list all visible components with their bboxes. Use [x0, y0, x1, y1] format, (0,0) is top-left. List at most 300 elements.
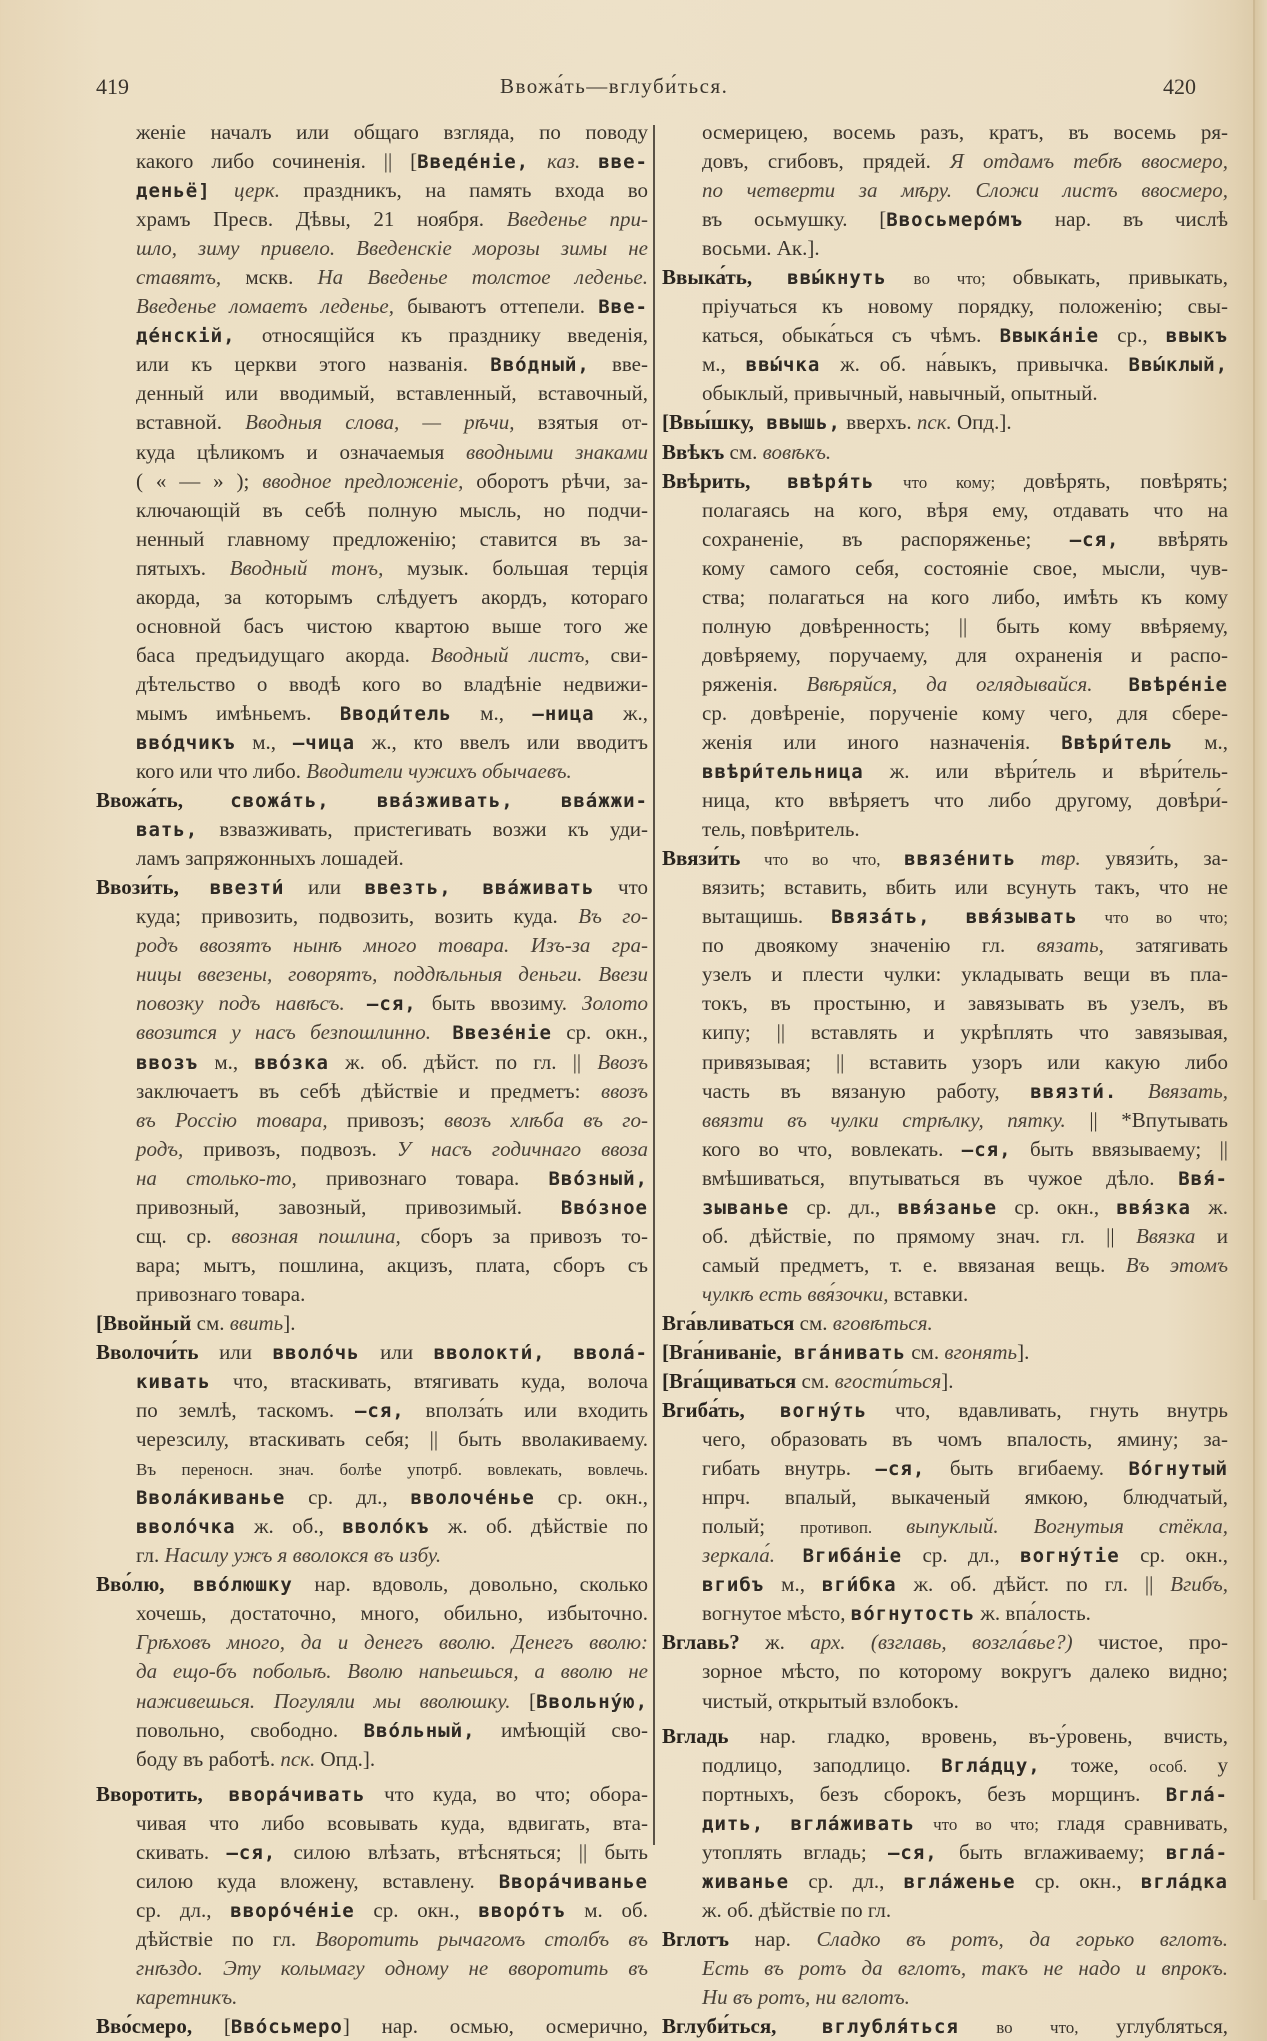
entry-text-line [662, 1106, 1228, 1135]
bold-term: ввя́зка [1116, 1196, 1191, 1219]
definition-text: ср. окн., [1119, 1543, 1228, 1568]
italic-example: Ни въ ротъ, ни вглотъ. [702, 1985, 910, 2009]
bold-term: Ввѣри́тель [1061, 731, 1174, 754]
italic-example: церк. [210, 178, 304, 203]
entry-text-line [96, 379, 648, 408]
italic-example: твр. [1016, 846, 1106, 871]
italic-example: Въ этомъ [1125, 1252, 1228, 1277]
definition-text: довѣрять, повѣрять; [1023, 468, 1228, 493]
definition-text: кому самого себя, состояніе свое, мысли, чув- [702, 555, 1228, 580]
entry-text-line [96, 1483, 648, 1512]
page-header [0, 74, 1267, 104]
italic-example: Въ го- [578, 904, 648, 929]
definition-text: нар. въ числѣ [1023, 207, 1228, 232]
entry-text-line [662, 1751, 1228, 1780]
definition-text: во что, [958, 2018, 1116, 2038]
definition-text: что во что; [914, 1814, 1058, 1834]
entry-text-line [96, 438, 648, 467]
definition-text: полагаясь на кого, вѣря ему, отдавать что на [702, 497, 1228, 522]
italic-example: Вводный тонъ, [229, 555, 384, 580]
bold-term: Введе́ніе, [417, 151, 530, 174]
italic-example: Вводныя слова, — рѣчи, [245, 410, 515, 435]
entry-text-line [96, 1222, 648, 1251]
definition-text: вверхъ. [841, 410, 917, 435]
italic-example: Насилу ужъ я вволокся въ избу. [164, 1543, 442, 1568]
entry-text-line [96, 1599, 648, 1628]
bold-term: во́гнутость [850, 1603, 976, 1626]
definition-text: ]. [283, 1310, 296, 1335]
bold-term: вволо́чь [272, 1341, 360, 1364]
entry-text-line [96, 321, 648, 350]
definition-text: довѣряему, поручаему, для охраненія и распо- [702, 642, 1228, 667]
bold-term: Вво́зное [560, 1196, 648, 1219]
italic-example: чулкѣ есть ввя́зочки, [702, 1281, 889, 1306]
bold-term: вво́дчикъ [136, 731, 236, 754]
definition-text: осмерицею, восемь разъ, кратъ, въ восемь ря- [702, 120, 1228, 144]
italic-example: Ввязка [1135, 1223, 1196, 1248]
entry-text-line [96, 147, 648, 176]
bold-term: вогну́тіе [1020, 1545, 1120, 1568]
column-divider [653, 125, 655, 1845]
page-edge-line [1253, 0, 1255, 1900]
entry-text-line [662, 496, 1228, 525]
headword: Вгиба́ть, [662, 1398, 745, 1423]
entry-text-line [96, 612, 648, 641]
definition-text: полый; [702, 1514, 801, 1539]
entry-text-line [96, 496, 648, 525]
italic-example: Ввѣряйся, да оглядывайся. [806, 671, 1093, 696]
bold-term: вать, [136, 819, 199, 842]
definition-text: см. [796, 1369, 835, 1394]
definition-text: или къ церкви этого названія. [136, 352, 491, 377]
bold-term: Вгла́дцу, [941, 1754, 1041, 1777]
definition-text: ср., [1099, 323, 1166, 348]
entry-text-line [662, 147, 1228, 176]
bold-term: Вво́зный, [548, 1167, 648, 1190]
headword: [Вга́ниваніе, [662, 1339, 782, 1364]
definition-text: ср. дл., [789, 1868, 904, 1893]
entry-text-line [662, 1983, 1228, 2012]
definition-text: вве- [589, 352, 648, 377]
italic-example: ввозъ [601, 1078, 648, 1103]
bold-term: ввѣря́ть [750, 470, 875, 493]
definition-text: сохраненіе, въ распоряженье; [702, 526, 1070, 551]
definition-text: чистое, про- [1072, 1630, 1228, 1655]
definition-text: особ. [1149, 1756, 1188, 1776]
headword: Вво́лю, [96, 1572, 165, 1597]
entry-text-line [96, 1135, 648, 1164]
entry-text-line [96, 1425, 648, 1454]
definition-text: полную довѣренность; || быть кому ввѣряему, [702, 613, 1228, 638]
entry-text-line [662, 292, 1228, 321]
definition-text: сборъ за привозъ то- [400, 1223, 648, 1248]
entry-text-line [662, 1512, 1228, 1541]
entry-text-line [662, 554, 1228, 583]
definition-text: привозъ, подвозъ. [183, 1136, 397, 1161]
definition-text: ср. довѣреніе, порученіе кому чего, для сбере- [702, 700, 1228, 725]
definition-text: подлицо, заподлицо. [702, 1752, 942, 1777]
definition-text: часть въ вязаную работу, [702, 1078, 1031, 1103]
definition-text: м., [198, 1049, 255, 1074]
entry-text-line [96, 525, 648, 554]
entry-text-line [662, 960, 1228, 989]
entry-text-line [96, 176, 648, 205]
definition-text: вытащишь. [702, 904, 832, 929]
entry-text-line [96, 554, 648, 583]
entry-text-line [662, 1838, 1228, 1867]
definition-text: утоплять вгладь; [702, 1839, 888, 1864]
entry-text-line [662, 176, 1228, 205]
bold-term: Ввы́клый, [1128, 354, 1228, 377]
definition-text: токъ, въ простыню, и завязывать въ узелъ, въ [702, 991, 1228, 1016]
entry-text-line [662, 815, 1228, 844]
entry-text-line [96, 1838, 648, 1867]
italic-example: пск. [280, 1746, 316, 1771]
bold-term: ввязти́. [1030, 1080, 1118, 1103]
definition-text: быть вгибаему. [925, 1456, 1129, 1481]
bold-term: Ввяза́ть, ввя́зывать [831, 906, 1078, 929]
bold-term: Вво́льный, [363, 1719, 476, 1742]
entry-headword-line [662, 1309, 1228, 1338]
entry-headword-line [662, 1628, 1228, 1657]
definition-text: быть ввозиму. [416, 991, 583, 1016]
definition-text: нар. гладко, вровень, въ-у́ровень, вчисть, [728, 1723, 1228, 1748]
definition-text: что [594, 875, 648, 900]
italic-example: Я отдамъ тебѣ ввосмеро, [950, 149, 1228, 174]
definition-text: м., [1173, 729, 1228, 754]
definition-text: обыклый, привычный, навычный, опытный. [702, 381, 1098, 406]
definition-text: чивая что либо всовывать куда, вдвигать, вта- [136, 1810, 648, 1835]
bold-term: Вво́сьмеро [230, 2016, 343, 2039]
definition-text: вмѣшиваться, впутываться въ чужое дѣло. [702, 1165, 1179, 1190]
entry-text-line [96, 1657, 648, 1686]
entry-text-line [662, 1425, 1228, 1454]
definition-text: вставки. [888, 1281, 969, 1306]
definition-text: м., [235, 729, 293, 754]
entry-text-line [662, 757, 1228, 786]
definition-text: что во что, [740, 850, 905, 870]
entry-headword-line [662, 1722, 1228, 1751]
definition-text: пріучаться къ новому порядку, положенію; свы- [702, 294, 1228, 319]
entry-text-line [662, 786, 1228, 815]
page-number-left: 419 [96, 74, 129, 99]
italic-example: вводное предложеніе, [262, 468, 464, 493]
italic-example: пск. [916, 410, 952, 435]
definition-text: баса предъидущаго акорда. [136, 642, 431, 667]
definition-text: тель, повѣритель. [702, 817, 860, 842]
entry-headword-line [662, 1338, 1228, 1367]
italic-example: наживешься. Погуляли мы вволюшку. [136, 1688, 511, 1713]
headword: Вглуби́ться, [662, 2014, 777, 2039]
entry-headword-line [96, 786, 648, 815]
definition-text: имѣющій сво- [475, 1717, 648, 1742]
entry-text-line [662, 1896, 1228, 1925]
entry-headword-line [96, 1309, 648, 1338]
definition-text: кипу; || вставлять и укрѣплять что завязывая, [702, 1020, 1228, 1045]
entry-text-line [662, 699, 1228, 728]
headword: Вглавь? [662, 1630, 740, 1655]
bold-term: ввозъ [136, 1051, 199, 1074]
definition-text: зорное мѣсто, по которому вокругъ далеко видно; [702, 1659, 1228, 1684]
entry-text-line [96, 989, 648, 1018]
entry-text-line [662, 873, 1228, 902]
entry-headword-line [96, 1570, 648, 1599]
definition-text: кого или что либо. [136, 759, 307, 784]
definition-text: вполза́ть или входить [404, 1398, 648, 1423]
definition-text: гибать внутрь. [702, 1456, 876, 1481]
definition-text: вара; мытъ, пошлина, акцизъ, плата, сборъ съ [136, 1252, 648, 1277]
bold-term: —ся, [344, 993, 417, 1016]
entry-text-line [96, 1048, 648, 1077]
bold-term: Ввѣре́ніе [1092, 673, 1228, 696]
italic-example: ввязти въ чулки стрѣлку, пятку. [702, 1107, 1066, 1132]
definition-text: нар. [729, 1926, 817, 1951]
entry-text-line [96, 350, 648, 379]
entry-text-line [662, 321, 1228, 350]
bold-term: свожа́ть, вва́зживать, вва́жжи- [183, 790, 648, 813]
italic-example: каз. [529, 149, 599, 174]
definition-text: дѣтельство о вводѣ кого во владѣніе недвижи- [136, 671, 648, 696]
italic-example: Золото [582, 991, 648, 1016]
italic-example: ввозная пошлина, [231, 1223, 401, 1248]
entry-text-line [96, 1809, 648, 1838]
entry-headword-line [96, 1780, 648, 1809]
bold-term: —ница [532, 702, 595, 725]
definition-text: акорда, за которымъ слѣдуетъ акордъ, котораго [136, 584, 648, 609]
definition-text: гл. [136, 1543, 165, 1568]
definition-text: [ [192, 2014, 231, 2039]
definition-text: силою куда вложену, вставлену. [136, 1868, 499, 1893]
bold-term: Ввольну́ю, [536, 1690, 648, 1713]
entry-text-line [662, 379, 1228, 408]
entry-text-line [662, 1687, 1228, 1716]
italic-example: арх. (взглавь, возгла́вье?) [810, 1630, 1073, 1655]
italic-example: вгости́ться [834, 1369, 942, 1394]
entry-text-line [96, 1512, 648, 1541]
entry-headword-line [662, 1396, 1228, 1425]
entry-text-line [96, 1077, 648, 1106]
entry-text-line [96, 960, 648, 989]
bold-term: вворо́че́ніе [230, 1899, 355, 1922]
entry-headword-line [662, 263, 1228, 292]
headword: Ввязи́ть [662, 846, 741, 871]
bold-term: ввышь, [753, 412, 841, 435]
definition-text: привознаго товара. [296, 1165, 549, 1190]
bold-term: Ввора́чиванье [498, 1870, 648, 1893]
definition-text: или [359, 1339, 434, 1364]
definition-text: нпрч. впалый, выкаченый ямкою, блюдчатый, [702, 1485, 1228, 1510]
definition-text: ства; полагаться на кого либо, имѣть къ кому [702, 584, 1228, 609]
definition-text: ж. об. дѣйствіе по гл. [702, 1897, 892, 1922]
entry-text-line [96, 467, 648, 496]
definition-text: привязывая; || вставить узоръ или какую либо [702, 1049, 1228, 1074]
definition-text: чистый, открытый взлобокъ. [702, 1688, 959, 1713]
bold-term: Во́гнутый [1128, 1458, 1228, 1481]
running-title: Ввожа́ть—вглуби́ться. [500, 74, 729, 98]
bold-term: —ся, [961, 1138, 1012, 1161]
entry-text-line [96, 670, 648, 699]
entry-text-line [662, 525, 1228, 554]
bold-term: вволокти́, ввола́- [433, 1341, 648, 1364]
definition-text: у [1187, 1752, 1228, 1777]
definition-text: денный или вводимый, вставленный, вставочный, [136, 381, 648, 406]
entry-text-line [96, 1396, 648, 1425]
entry-text-line [96, 1896, 648, 1925]
entry-text-line [662, 118, 1228, 147]
entry-text-line [662, 1454, 1228, 1483]
entry-text-line [662, 1135, 1228, 1164]
entry-text-line [96, 1164, 648, 1193]
definition-text: дѣйствіе по гл. [136, 1926, 316, 1951]
bold-term: Вгиба́ніе [774, 1545, 903, 1568]
entry-text-line [662, 1570, 1228, 1599]
entry-text-line [662, 1193, 1228, 1222]
headword: Ввожа́ть, [96, 788, 184, 813]
definition-text: или [198, 1339, 273, 1364]
definition-text: Опд.]. [951, 410, 1012, 435]
entry-text-line [662, 1954, 1228, 1983]
italic-example: Введенье ломаетъ леденье, [136, 294, 394, 319]
definition-text: силою влѣзать, втѣсняться; || быть [276, 1839, 648, 1864]
headword: Ввыка́ть, [662, 265, 753, 290]
entry-text-line [662, 1018, 1228, 1047]
bold-term: вворо́тъ [478, 1899, 566, 1922]
italic-example: Введенье при- [506, 207, 648, 232]
definition-text: м., [764, 1572, 822, 1597]
entry-text-line [662, 1048, 1228, 1077]
definition-text: сви- [589, 642, 648, 667]
entry-text-line [96, 1925, 648, 1954]
italic-example: У насъ годичнаго ввоза [396, 1136, 648, 1161]
definition-text: тоже, [1040, 1752, 1150, 1777]
italic-example: ввозится у насъ безпошлинно. [136, 1020, 431, 1045]
entry-text-line [96, 1106, 648, 1135]
entry-text-line [662, 234, 1228, 263]
bold-term: ввы́кнуть [752, 267, 887, 290]
definition-text: узелъ и плести чулки: укладывать вещи въ пла- [702, 962, 1228, 987]
entry-text-line [96, 408, 648, 437]
definition-text: что кому; [874, 472, 1024, 492]
entry-text-line [96, 234, 648, 263]
italic-example: каретникъ. [136, 1985, 238, 2009]
definition-text: Опд.]. [315, 1746, 376, 1771]
entry-text-line [662, 1222, 1228, 1251]
entry-text-line [662, 1483, 1228, 1512]
definition-text: [ [510, 1688, 537, 1713]
italic-example: шло, зиму привело. Введенскіе морозы зимы не [136, 236, 648, 261]
definition-text: храмъ Пресв. Дѣвы, 21 ноября. [136, 207, 507, 232]
page-edge [1255, 0, 1267, 1900]
headword: [Ввы́шку, [662, 410, 754, 435]
bold-term: Ввола́киванье [136, 1487, 286, 1510]
bold-term: ввы́чка [745, 354, 821, 377]
definition-text: см. [191, 1310, 230, 1335]
definition-text: ж. об. дѣйствіе по [429, 1514, 648, 1539]
definition-text: ж. об., [235, 1514, 343, 1539]
bold-term: ввязе́нить [904, 848, 1017, 871]
entry-text-line [662, 1867, 1228, 1896]
definition-text: самый предметъ, т. е. ввязаная вещь. [702, 1252, 1126, 1277]
definition-text: черезсилу, втаскивать себя; || быть вволакиваему. [136, 1427, 648, 1452]
bold-term: кивать [136, 1371, 211, 1394]
italic-example: Грѣховъ много, да и денегъ вволю. Денегъ вволю: [136, 1630, 648, 1655]
entry-text-line [96, 1954, 648, 1983]
entry-text-line [662, 612, 1228, 641]
italic-example: зеркала́. [702, 1543, 775, 1568]
definition-text: ср. окн., [997, 1194, 1117, 1219]
headword: Вга́вливаться [662, 1310, 795, 1335]
definition-text: какого либо сочиненія. || [ [136, 149, 418, 174]
definition-text: что, вдавливать, гнуть внутрь [867, 1398, 1228, 1423]
definition-text: куда; привозить, подвозить, возить куда. [136, 904, 579, 929]
entry-headword-line [662, 467, 1228, 496]
definition-text: взятыя от- [514, 410, 648, 435]
definition-text: м., [451, 700, 533, 725]
headword: Вворотить, [96, 1781, 203, 1806]
entry-text-line [96, 583, 648, 612]
definition-text: ]. [941, 1369, 954, 1394]
definition-text: ж., кто ввелъ или вводитъ [355, 729, 648, 754]
bold-term: вглубля́ться [776, 2016, 959, 2039]
definition-text: куда цѣликомъ и означаемыя [136, 439, 467, 464]
bold-term: Ввыка́ніе [999, 325, 1100, 348]
italic-example: въ Россію товара, [136, 1107, 328, 1132]
entry-text-line [96, 1541, 648, 1570]
definition-text: каться, обыка́ться съ чѣмъ. [702, 323, 1000, 348]
definition-text: ж. об. дѣйст. по гл. || [896, 1572, 1171, 1597]
italic-example: На Введенье толстое леденье. [317, 265, 648, 290]
entry-headword-line [662, 1925, 1228, 1954]
italic-example: родъ, [136, 1136, 184, 1161]
italic-example: да ещо-бъ побольѣ. Вволю напьешься, а вволю не [136, 1659, 648, 1684]
entry-text-line [96, 1867, 648, 1896]
italic-example: вводными знаками [466, 439, 648, 464]
bold-term: —чица [292, 731, 356, 754]
definition-text: женіе началъ или общаго взгляда, по поводу [136, 120, 648, 144]
definition-text: вставной. [136, 410, 246, 435]
bold-term: —ся, [875, 1458, 926, 1481]
entry-text-line [96, 902, 648, 931]
entry-text-line [662, 1251, 1228, 1280]
definition-text: ряженія. [702, 671, 807, 696]
entry-text-line [96, 844, 648, 873]
definition-text: привознаго товара. [136, 1281, 306, 1306]
definition-text: гладя сравнивать, [1057, 1810, 1228, 1835]
italic-example: ввозъ хлѣба въ го- [444, 1107, 648, 1132]
entry-text-line [96, 1716, 648, 1745]
italic-example: Ввязать, [1117, 1078, 1228, 1103]
entry-text-line [662, 931, 1228, 960]
italic-example: по четверти за мѣру. Сложи листъ ввосмеро, [702, 178, 1228, 203]
definition-text: Въ переносн. знач. болѣе употрб. вовлекать, вовлечь. [136, 1460, 648, 1480]
definition-text: об. дѣйствіе, по прямому знач. гл. || [702, 1223, 1136, 1248]
definition-text: портныхъ, безъ сборокъ, безъ морщинъ. [702, 1781, 1166, 1806]
bold-term: Ввосьмеро́мъ [886, 209, 1024, 232]
entry-text-line [96, 1367, 648, 1396]
entry-text-line [662, 989, 1228, 1018]
definition-text: вогнутое мѣсто, [702, 1601, 851, 1626]
definition-text: ж. [739, 1630, 811, 1655]
definition-text: оборотъ рѣчи, за- [463, 468, 648, 493]
bold-term: вво́люшку [164, 1574, 293, 1597]
definition-text: привозъ; [327, 1107, 445, 1132]
entry-text-line [662, 1599, 1228, 1628]
headword: Вгладь [662, 1723, 729, 1748]
definition-text: довъ, сгибовъ, прядей. [702, 149, 951, 174]
italic-example: Сладко въ ротъ, да горько вглотъ. [816, 1926, 1228, 1951]
bold-term: де́нскій, [136, 325, 236, 348]
definition-text: и [1195, 1223, 1228, 1248]
